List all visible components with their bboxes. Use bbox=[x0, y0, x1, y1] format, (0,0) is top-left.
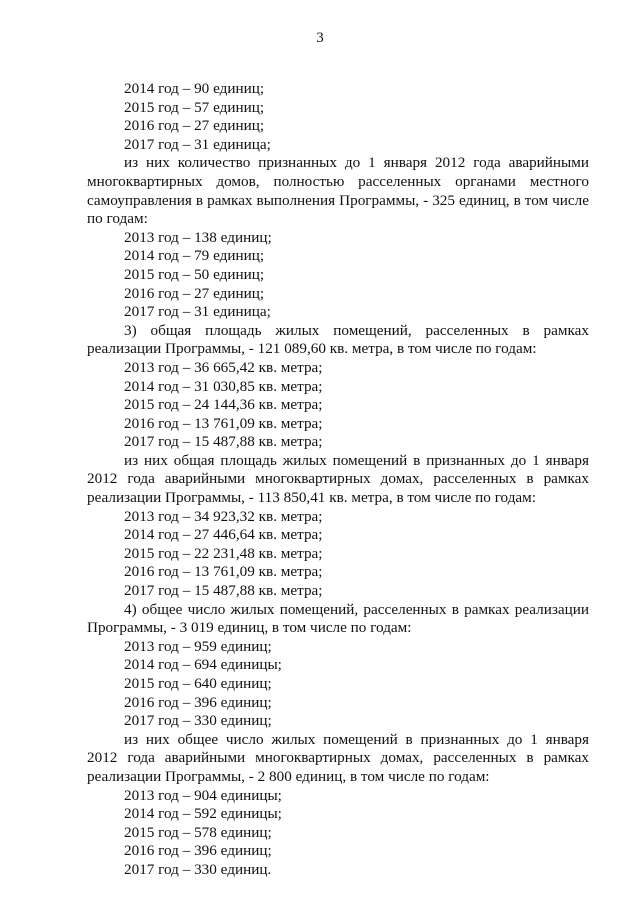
text-line: из них общая площадь жилых помещений в признанных до 1 января bbox=[124, 451, 589, 469]
text-line: 4) общее число жилых помещений, расселенных в рамках реализации bbox=[124, 600, 589, 618]
text-line: 2016 год – 396 единиц; bbox=[124, 693, 272, 711]
text-line: 2012 года аварийными многоквартирных домах, расселенных в рамках bbox=[87, 470, 589, 488]
text-line: 2013 год – 959 единиц; bbox=[124, 637, 272, 655]
text-line: 2016 год – 27 единиц; bbox=[124, 284, 265, 302]
text-line: реализации Программы, - 113 850,41 кв. метра, в том числе по годам: bbox=[87, 489, 537, 507]
text-line: 2013 год – 34 923,32 кв. метра; bbox=[124, 507, 323, 525]
text-line: 2015 год – 50 единиц; bbox=[124, 265, 265, 283]
text-line: 2013 год – 904 единицы; bbox=[124, 786, 282, 804]
text-line: 2014 год – 592 единицы; bbox=[124, 805, 282, 823]
text-line: 2016 год – 27 единиц; bbox=[124, 117, 265, 135]
text-line: 2017 год – 330 единиц; bbox=[124, 712, 272, 730]
text-line: 3) общая площадь жилых помещений, расселенных в рамках bbox=[124, 321, 589, 339]
text-line: Программы, - 3 019 единиц, в том числе по годам: bbox=[87, 619, 412, 637]
text-line: 2014 год – 694 единицы; bbox=[124, 656, 282, 674]
text-line: 2013 год – 36 665,42 кв. метра; bbox=[124, 358, 323, 376]
text-line: 2017 год – 15 487,88 кв. метра; bbox=[124, 433, 323, 451]
text-line: по годам: bbox=[87, 210, 148, 228]
text-line: 2015 год – 640 единиц; bbox=[124, 675, 272, 692]
text-line: 2015 год – 57 единиц; bbox=[124, 98, 265, 116]
text-line: 2012 года аварийными многоквартирных домах, расселенных в рамках bbox=[87, 749, 589, 767]
text-line: реализации Программы, - 121 089,60 кв. метра, в том числе по годам: bbox=[87, 340, 537, 358]
text-line: 2016 год – 13 761,09 кв. метра; bbox=[124, 563, 323, 581]
text-line: 2017 год – 15 487,88 кв. метра; bbox=[124, 582, 323, 600]
text-line: 2017 год – 31 единица; bbox=[124, 303, 271, 321]
text-line: реализации Программы, - 2 800 единиц, в том числе по годам: bbox=[87, 767, 490, 785]
text-line: 2014 год – 31 030,85 кв. метра; bbox=[124, 377, 323, 395]
text-line: 2016 год – 13 761,09 кв. метра; bbox=[124, 414, 323, 432]
text-line: 2016 год – 396 единиц; bbox=[124, 842, 272, 860]
text-line: 2014 год – 27 446,64 кв. метра; bbox=[124, 526, 323, 544]
text-line: из них количество признанных до 1 января 2012 года аварийными bbox=[124, 154, 589, 172]
text-line: самоуправления в рамках выполнения Программы, - 325 единиц, в том числе bbox=[87, 191, 589, 209]
text-line: 2017 год – 31 единица; bbox=[124, 135, 271, 153]
text-line: 2014 год – 90 единиц; bbox=[124, 80, 265, 97]
text-line: многоквартирных домов, полностью расселенных органами местного bbox=[87, 172, 589, 190]
text-line: 2015 год – 24 144,36 кв. метра; bbox=[124, 396, 323, 414]
document-body bbox=[87, 80, 589, 880]
text-line: 2017 год – 330 единиц. bbox=[124, 860, 272, 878]
page-number: 3 bbox=[316, 30, 324, 46]
text-line: из них общее число жилых помещений в признанных до 1 января bbox=[124, 730, 589, 748]
text-line: 2015 год – 22 231,48 кв. метра; bbox=[124, 544, 323, 562]
text-line: 2015 год – 578 единиц; bbox=[124, 823, 272, 841]
text-line: 2013 год – 138 единиц; bbox=[124, 228, 272, 246]
text-line: 2014 год – 79 единиц; bbox=[124, 247, 265, 265]
